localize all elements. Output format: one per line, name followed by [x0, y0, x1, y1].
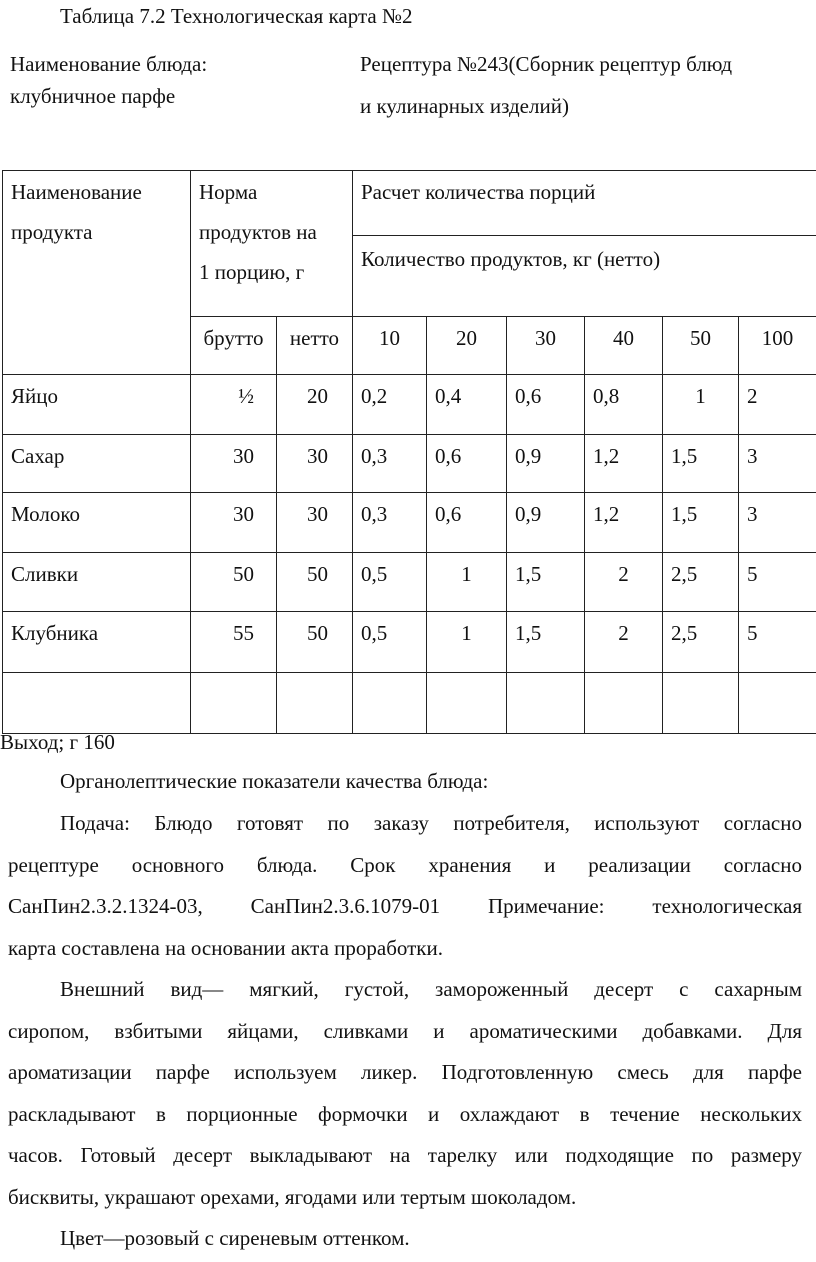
header-portions-100: 100 [739, 317, 816, 375]
qty-50: 1 [663, 375, 739, 435]
qty-20: 0,6 [427, 435, 507, 493]
serving-line-3: СанПин2.3.2.1324-03, СанПин2.3.6.1079-01 Примечание: технологическая [8, 894, 802, 918]
appearance-paragraph [8, 969, 802, 1218]
table-row [3, 435, 816, 493]
qty-50: 2,5 [663, 612, 739, 673]
qty-30: 0,9 [507, 493, 585, 553]
appearance-line-3: ароматизации парфе используем ликер. Подготовленную смесь для парфе [8, 1060, 802, 1084]
qty-10: 0,5 [353, 612, 427, 673]
qty-30: 0,6 [507, 375, 585, 435]
qty-20: 0,6 [427, 493, 507, 553]
table-row [3, 375, 816, 435]
empty-cell [663, 673, 739, 734]
brutto-value: ½ [191, 375, 277, 435]
qty-10: 0,3 [353, 435, 427, 493]
header-calc: Расчет количества порций [353, 171, 816, 236]
tech-card-table [2, 170, 816, 734]
table-row [3, 493, 816, 553]
header-brutto: брутто [191, 317, 277, 375]
qty-40: 1,2 [585, 435, 663, 493]
empty-cell [353, 673, 427, 734]
netto-value: 30 [277, 435, 353, 493]
qty-100: 3 [739, 493, 816, 553]
qty-50: 2,5 [663, 553, 739, 612]
brutto-value: 30 [191, 493, 277, 553]
recipe-reference: Рецептура №243(Сборник рецептур блюд [360, 52, 733, 76]
qty-100: 5 [739, 612, 816, 673]
qty-20: 1 [427, 553, 507, 612]
qty-30: 0,9 [507, 435, 585, 493]
header-norm-line3: 1 порцию, г [199, 259, 305, 284]
appearance-line-2: сиропом, взбитыми яйцами, сливками и ароматическими добавками. Для [8, 1018, 802, 1043]
product-name: Сахар [3, 435, 191, 493]
qty-50: 1,5 [663, 493, 739, 553]
appearance-line-4: раскладывают в порционные формочки и охлаждают в течение нескольких [8, 1101, 802, 1126]
brutto-value: 30 [191, 435, 277, 493]
header-portions-50: 50 [663, 317, 739, 375]
empty-cell [739, 673, 816, 734]
netto-value: 50 [277, 553, 353, 612]
empty-cell [191, 673, 277, 734]
table-row [3, 612, 816, 673]
organoleptic-text: Органолептические показатели качества блюда: [60, 769, 489, 793]
serving-paragraph [8, 803, 802, 969]
qty-10: 0,2 [353, 375, 427, 435]
qty-40: 2 [585, 612, 663, 673]
color-text: Цвет—розовый с сиреневым оттенком. [60, 1226, 410, 1250]
header-qty: Количество продуктов, кг (нетто) [353, 236, 816, 317]
header-product [3, 171, 191, 375]
qty-40: 0,8 [585, 375, 663, 435]
empty-row [3, 673, 816, 734]
qty-100: 5 [739, 553, 816, 612]
output-yield: Выход; г 160 [0, 730, 115, 754]
qty-20: 0,4 [427, 375, 507, 435]
appearance-line-1: Внешний вид— мягкий, густой, замороженный десерт с сахарным [60, 977, 802, 1001]
qty-10: 0,3 [353, 493, 427, 553]
dish-label: Наименование блюда: [10, 52, 208, 76]
header-portions-10: 10 [353, 317, 427, 375]
serving-line-2: рецептуре основного блюда. Срок хранения и реализации согласно [8, 852, 802, 877]
qty-50: 1,5 [663, 435, 739, 493]
appearance-line-5: часов. Готовый десерт выкладывают на тарелку или подходящие по размеру [8, 1143, 802, 1167]
qty-100: 3 [739, 435, 816, 493]
header-norm-line1: Норма [199, 180, 258, 204]
empty-cell [277, 673, 353, 734]
qty-20: 1 [427, 612, 507, 673]
product-name: Клубника [3, 612, 191, 673]
dish-name: клубничное парфе [10, 84, 176, 108]
product-name: Яйцо [3, 375, 191, 435]
product-name: Сливки [3, 553, 191, 612]
brutto-value: 55 [191, 612, 277, 673]
header-product-line2: продукта [11, 219, 93, 244]
serving-line-1: Подача: Блюдо готовят по заказу потребителя, используют согласно [60, 811, 802, 835]
header-portions-30: 30 [507, 317, 585, 375]
netto-value: 30 [277, 493, 353, 553]
qty-30: 1,5 [507, 612, 585, 673]
header-portions-20: 20 [427, 317, 507, 375]
qty-100: 2 [739, 375, 816, 435]
header-norm-line2: продуктов на [199, 219, 317, 244]
qty-10: 0,5 [353, 553, 427, 612]
table-row [3, 553, 816, 612]
header-netto: нетто [277, 317, 353, 375]
recipe-reference-cont: и кулинарных изделий) [360, 94, 569, 118]
header-norm [191, 171, 353, 317]
appearance-line-6: бисквиты, украшают орехами, ягодами или тертым шоколадом. [8, 1184, 577, 1209]
table-caption: Таблица 7.2 Технологическая карта №2 [60, 4, 413, 28]
color-paragraph [8, 1218, 802, 1260]
product-name: Молоко [3, 493, 191, 553]
brutto-value: 50 [191, 553, 277, 612]
header-product-line1: Наименование [11, 180, 142, 204]
organoleptic-heading [8, 761, 802, 803]
qty-30: 1,5 [507, 553, 585, 612]
header-portions-40: 40 [585, 317, 663, 375]
netto-value: 50 [277, 612, 353, 673]
netto-value: 20 [277, 375, 353, 435]
empty-cell [507, 673, 585, 734]
qty-40: 2 [585, 553, 663, 612]
qty-40: 1,2 [585, 493, 663, 553]
serving-line-4: карта составлена на основании акта проработки. [8, 935, 444, 960]
empty-cell [3, 673, 191, 734]
empty-cell [585, 673, 663, 734]
empty-cell [427, 673, 507, 734]
